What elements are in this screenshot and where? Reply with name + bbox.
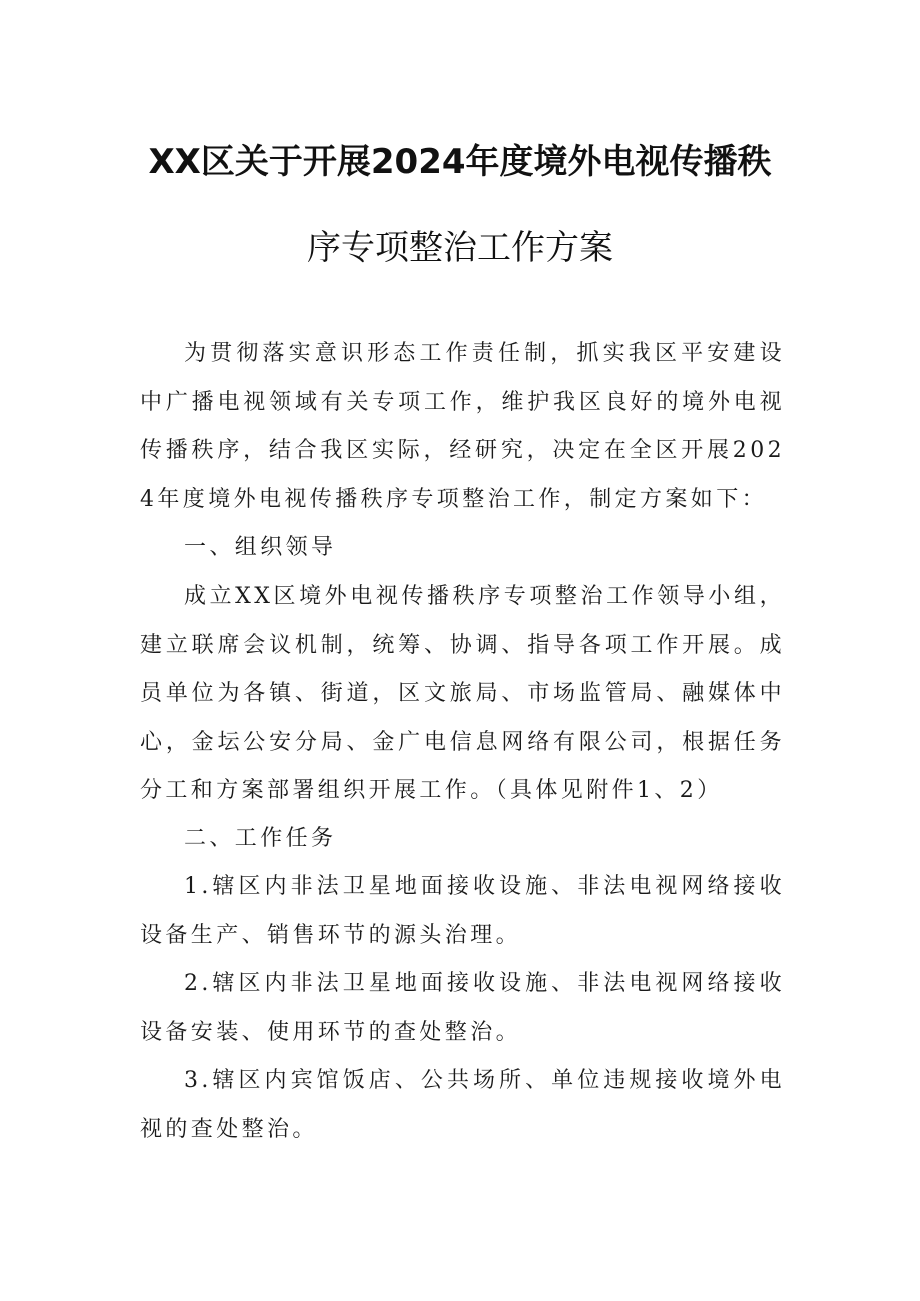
section-1-heading: 一、组织领导 <box>184 535 337 560</box>
section-2-heading-block <box>140 815 785 864</box>
section-2-heading: 二、工作任务 <box>184 826 337 851</box>
task-item: 3.辖区内宾馆饭店、公共场所、单位违规接收境外电视的查处整治。 <box>140 1068 785 1142</box>
section-1-heading-block <box>140 524 785 573</box>
document-title-line-2: 序专项整治工作方案 <box>307 228 613 268</box>
document-title-line-1: XX区关于开展2024年度境外电视传播秩 <box>148 142 772 182</box>
intro-block <box>140 330 785 524</box>
task-item-1-block <box>140 863 785 960</box>
task-item: 2.辖区内非法卫星地面接收设施、非法电视网络接收设备安装、使用环节的查处整治。 <box>140 971 785 1045</box>
intro-paragraph: 为贯彻落实意识形态工作责任制，抓实我区平安建设中广播电视领域有关专项工作，维护我区良好的境外电视传播秩序，结合我区实际，经研究，决定在全区开展2024年度境外电视传播秩序专项整治工作，制定方案如下： <box>140 341 785 512</box>
task-item: 1.辖区内非法卫星地面接收设施、非法电视网络接收设备生产、销售环节的源头治理。 <box>140 874 785 948</box>
task-item-3-block <box>140 1057 785 1154</box>
section-1-paragraph: 成立XX区境外电视传播秩序专项整治工作领导小组，建立联席会议机制，统筹、协调、指导各项工作开展。成员单位为各镇、街道，区文旅局、市场监管局、融媒体中心，金坛公安分局、金广电信息网络有限公司，根据任务分工和方案部署组织开展工作。（具体见附件1、2） <box>140 584 785 803</box>
task-item-2-block <box>140 960 785 1057</box>
section-1-body-block <box>140 573 785 816</box>
